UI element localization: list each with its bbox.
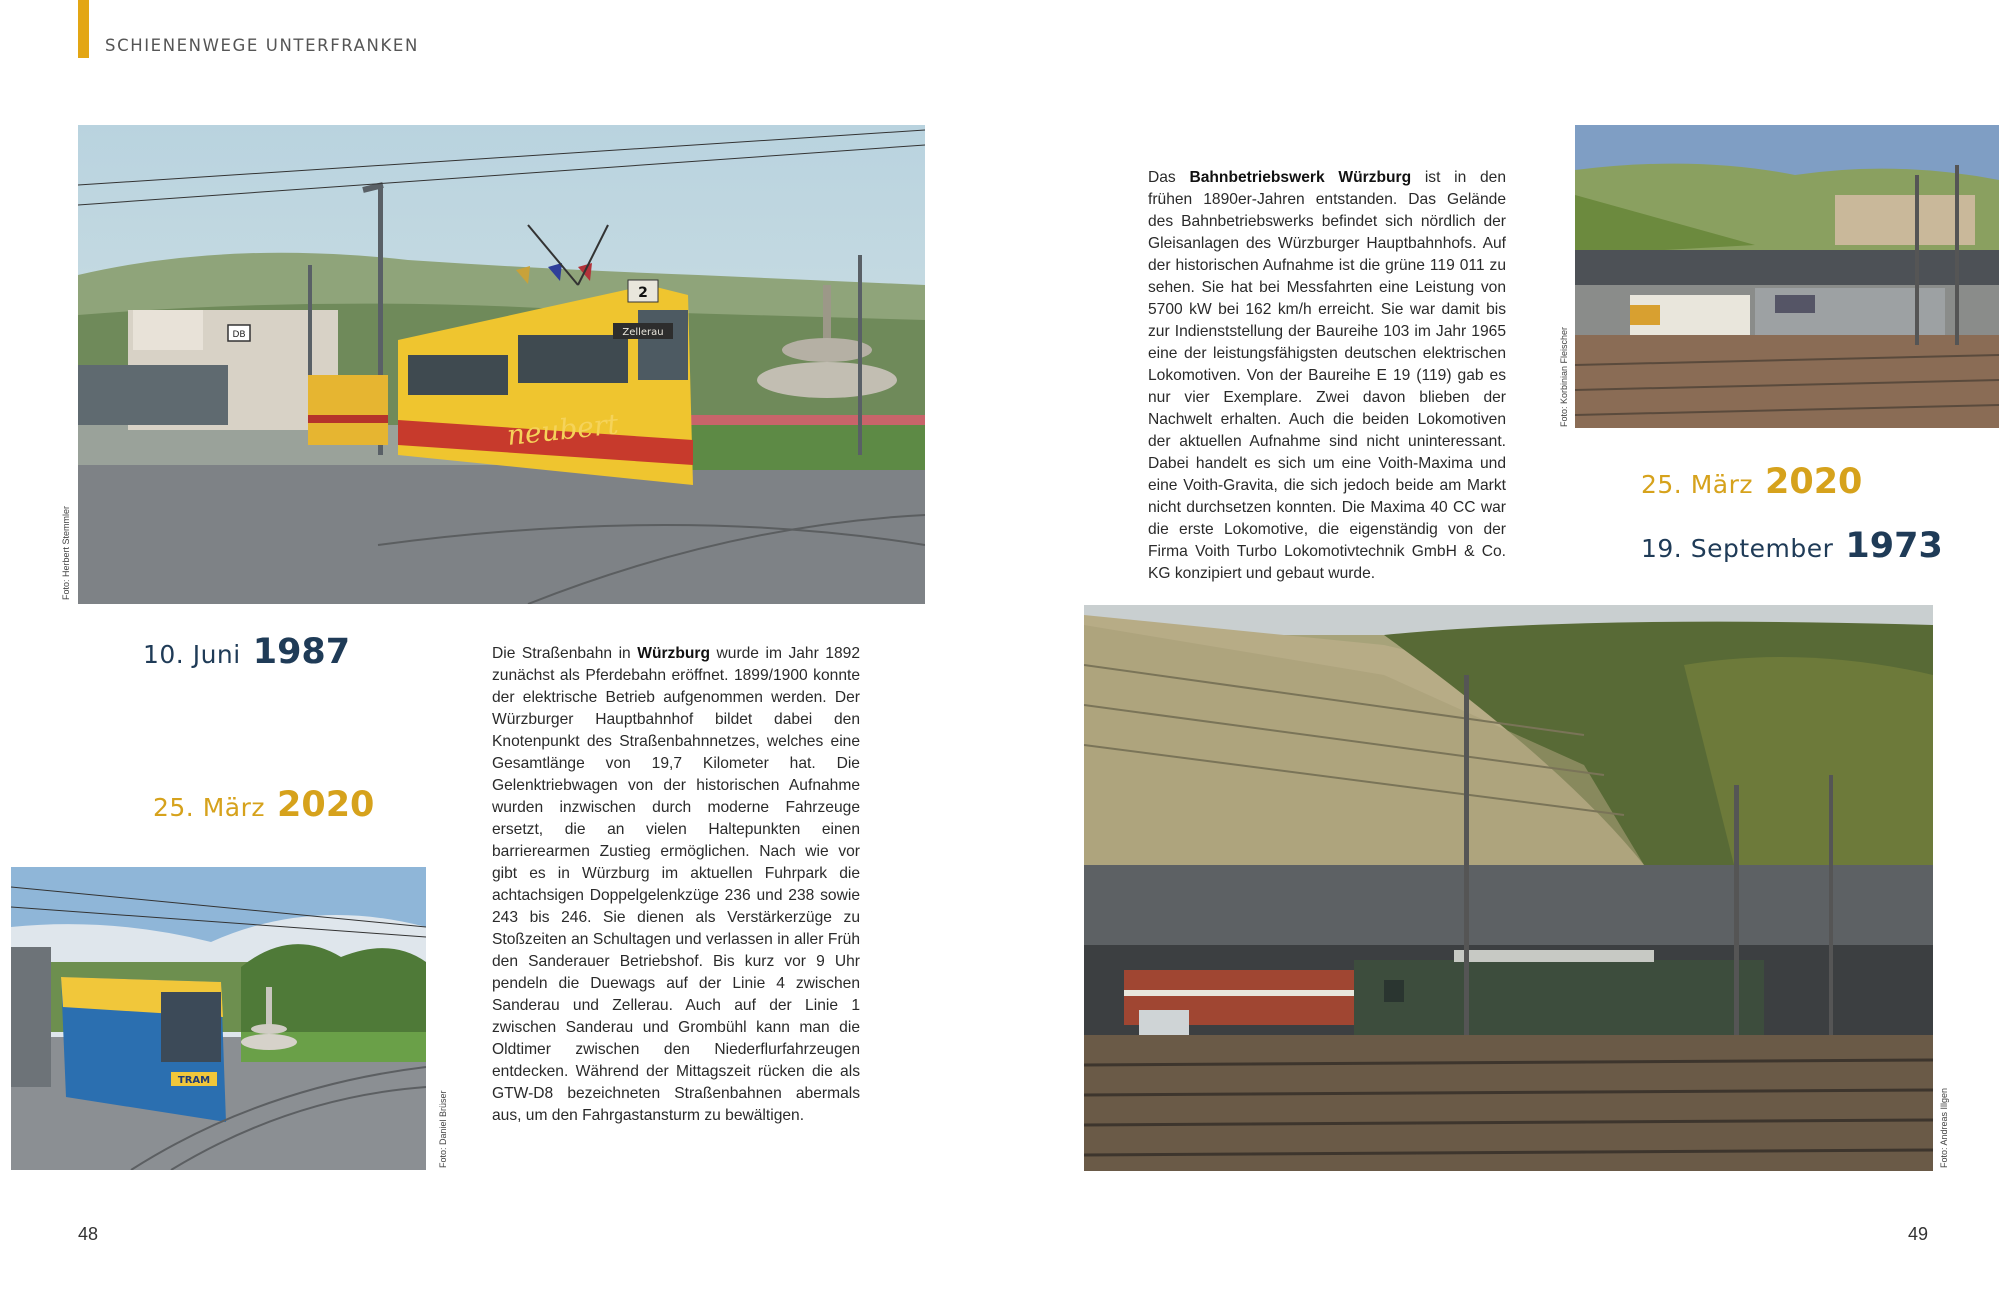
date-2020-left-day-month: 25. März: [153, 793, 265, 822]
photo-tram-2020: [11, 867, 426, 1170]
photo-credit-brueser: Foto: Daniel Brüser: [438, 1090, 448, 1168]
photo-locomotives-2020: [1575, 125, 1999, 428]
date-2020-right: [1641, 462, 1862, 502]
tram-route-sign: 2: [638, 285, 648, 301]
date-1987: [143, 632, 350, 672]
photo-credit-fleischer: Foto: Korbinian Fleischer: [1559, 326, 1569, 427]
date-1973-day-month: 19. September: [1641, 534, 1834, 563]
photo-credit-stemmler: Foto: Herbert Stemmler: [61, 505, 71, 600]
date-1973: [1641, 526, 1943, 566]
tram-brand-text: TRAM: [177, 1075, 211, 1086]
photo-locomotives-1973: [1084, 605, 1933, 1171]
date-1987-day-month: 10. Juni: [143, 640, 241, 669]
date-1973-year: 1973: [1845, 526, 1943, 566]
date-2020-right-day-month: 25. März: [1641, 470, 1753, 499]
body-text-strassenbahn: Die Straßenbahn in Würzburg wurde im Jahr 1892 zunächst als Pferdebahn eröffnet. 1899/1900 konnte der elektrische Betrieb aufgenommen werden. Der Würzburger Hauptbahnhof bildet dabei den Knotenpunkt des Straßenbahnnetzes, welches eine Gesamtlänge von 19,7 Kilometer hat. Die Gelenktriebwagen von der historischen Aufnahme wurden inzwischen durch moderne Fahrzeuge ersetzt, die an vielen Haltepunkten einen barrierearmen Zustieg ermöglichen. Nach wie vor gibt es in Würzburg im aktuellen Fuhrpark die achtachsigen Doppelgelenkzüge 236 und 238 sowie 243 bis 246. Sie dienen als Verstärkerzüge zu Stoßzeiten an Schultagen und verlassen in aller Früh den Sanderauer Betriebshof. Bis kurz vor 9 Uhr pendeln die Duewags auf der Linie 4 zwischen Sanderau und Zellerau. Auch auf der Linie 1 zwischen Sanderau und Grombühl kann man die Oldtimer zwischen den Niederflurfahrzeugen entdecken. Während der Mittagszeit rücken die als GTW-D8 bezeichneten Straßenbahnen abermals aus, um den Fahrgastansturm zu bewältigen.: [492, 645, 860, 1124]
date-2020-left-year: 2020: [277, 785, 375, 825]
date-1987-year: 1987: [252, 632, 351, 672]
tram-destination-sign: Zellerau: [622, 327, 664, 338]
page-number-left: 48: [78, 1224, 99, 1244]
bold-wuerzburg: Würzburg: [637, 645, 710, 662]
header-accent-bar: [78, 0, 89, 58]
photo-tram-1987: [78, 125, 925, 604]
date-2020-right-year: 2020: [1765, 462, 1863, 502]
photo-credit-illgen: Foto: Andreas Illgen: [1939, 1087, 1949, 1168]
date-2020-left: [153, 785, 374, 825]
body-text-bahnbetriebswerk: Das Bahnbetriebswerk Würzburg ist in den frühen 1890er-Jahren entstanden. Das Gelände des Bahnbetriebswerks befindet sich nördlich der Gleisanlagen des Würzburger Hauptbahnhofs. Auf der historischen Aufnahme ist die grüne 119 011 zu sehen. Sie hat bei Messfahrten eine Leistung von 5700 kW bei 162 km/h erreicht. Sie war damit bis zur Indienststellung der Baureihe 103 im Jahr 1965 eine der leistungsfähigsten deutschen elektrischen Lokomotiven. Von der Baureihe E 19 (119) gab es nur vier Exemplare. Zwei davon blieben der Nachwelt erhalten. Auch die beiden Lokomotiven der aktuellen Aufnahme sind nicht uninteressant. Dabei handelt es sich um eine Voith-Maxima und eine Voith-Gravita, die sich jedoch beide am Markt nicht durchsetzen konnten. Die Maxima 40 CC war die erste Lokomotive, die eigenständig von der Firma Voith Turbo Lokomotivtechnik GmbH & Co. KG konzipiert und gebaut wurde.: [1148, 169, 1506, 582]
running-header: SCHIENENWEGE UNTERFRANKEN: [105, 36, 419, 55]
tram-ad-text: neubert: [505, 407, 620, 452]
bold-bahnbetriebswerk: Bahnbetriebswerk Würzburg: [1189, 169, 1412, 186]
page-number-right: 49: [1908, 1224, 1929, 1244]
station-sign: DB: [232, 330, 246, 340]
